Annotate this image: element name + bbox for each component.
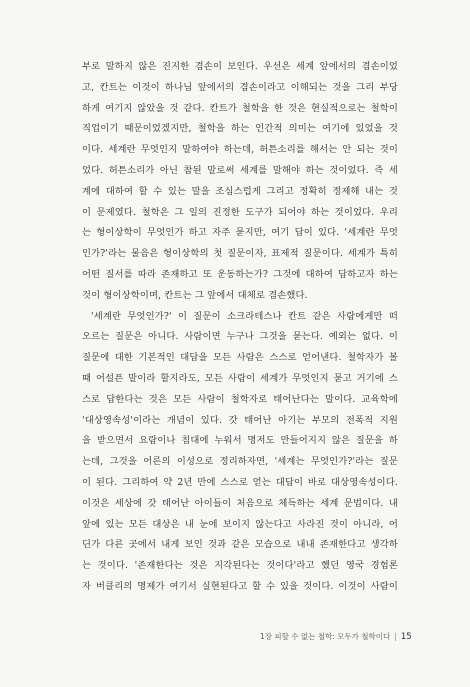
paragraph-first-line: '세계란 무엇인가?' 이 질문이 소크라테스나 칸트 같은 사람에게만 떠 <box>91 310 398 322</box>
text-line: 앞에 있는 모든 대상은 내 눈에 보이지 않는다고 사라진 것이 아니라, 어 <box>82 518 398 530</box>
text-line: 을 받으면서 요람이나 침대에 누워서 명저도 만들어지지 않은 질문을 하 <box>82 435 398 447</box>
chapter-title: 1장 피할 수 없는 철학: 모두가 철학이다 <box>260 632 391 641</box>
text-line: 계에 대하여 할 수 있는 말을 조심스럽게 그리고 정확히 정제해 내는 것 <box>82 185 398 197</box>
footer-separator: | <box>394 632 397 641</box>
text-line: 딘가 다른 곳에서 내게 보인 것과 같은 모습으로 내내 존재한다고 생각하 <box>82 539 398 551</box>
running-footer <box>260 631 412 642</box>
text-line: 인가?'라는 물음은 형이상학의 첫 질문이자, 표제적 질문이다. 세계가 특히 <box>82 248 398 260</box>
paragraph-last-line: 것이 형이상학이며, 칸트는 그 앞에서 대체로 겸손했다. <box>82 289 308 301</box>
text-line: 질문에 대한 기본적인 대답을 모든 사람은 스스로 얻어낸다. 철학자가 볼 <box>82 352 398 364</box>
text-line: 스로 답한다는 것은 모든 사람이 철학자로 태어난다는 말이다. 교육학에 <box>82 393 398 405</box>
text-line: 하게 여기지 않았을 것 같다. 칸트가 철학을 한 것은 현실적으로는 철학이 <box>82 102 398 114</box>
page-number: 15 <box>400 632 412 642</box>
text-line: 이것은 세상에 갓 태어난 아이들이 처음으로 체득하는 세계 문법이다. 내 <box>82 497 398 509</box>
text-line: 는 형이상학이 무엇인가 하고 자주 묻지만, 여기 답이 있다. '세계란 무엇 <box>82 227 398 239</box>
text-line: 직업이기 때문이었겠지만, 철학을 하는 인간적 의미는 여기에 있었을 것 <box>82 123 398 135</box>
text-line: 는 것이다. '존재한다는 것은 지각된다는 것이다'라고 했던 영국 경험론 <box>82 560 398 572</box>
body-text <box>82 57 398 598</box>
text-line: 부로 말하지 않은 진지한 겸손이 보인다. 우선은 세계 앞에서의 겸손이었 <box>82 61 398 72</box>
text-line: 이 문제였다. 철학은 그 일의 진정한 도구가 되어야 하는 것이었다. 우리 <box>82 206 398 218</box>
text-line: 오르는 질문은 아니다. 사람이면 누구나 그것을 묻는다. 예외는 없다. 이 <box>82 331 398 343</box>
text-line: 고, 칸트는 이것이 하나님 앞에서의 겸손이라고 이해되는 것을 그리 부당 <box>82 81 398 93</box>
text-line: 는데, 그것을 어른의 이성으로 정리하자면, '세계는 무엇인가?'라는 질문 <box>82 456 398 468</box>
text-line: 이 된다. 그리하여 약 2년 만에 스스로 얻는 대답이 바로 대상영속성이다. <box>82 476 398 488</box>
text-line: 어떤 질서를 따라 존재하고 또 운동하는가? 그것에 대하여 답하고자 하는 <box>82 268 398 280</box>
text-line: 이다. 세계란 무엇인지 말하여야 하는데, 허튼소리를 해서는 안 되는 것이 <box>82 144 398 156</box>
text-line: 때 어설픈 말이라 할지라도, 모든 사람이 세계가 무엇인지 묻고 거기에 스 <box>82 372 398 384</box>
text-line: 었다. 허튼소리가 아닌 참된 말로써 세계를 말해야 하는 것이었다. 즉 세 <box>82 164 398 176</box>
text-line: 자 버클리의 명제가 여기서 실현된다고 할 수 있을 것이다. 이것이 사람이 <box>82 580 398 592</box>
text-line: '대상영속성'이라는 개념이 있다. 갓 태어난 아기는 부모의 전폭적 지원 <box>82 414 398 426</box>
